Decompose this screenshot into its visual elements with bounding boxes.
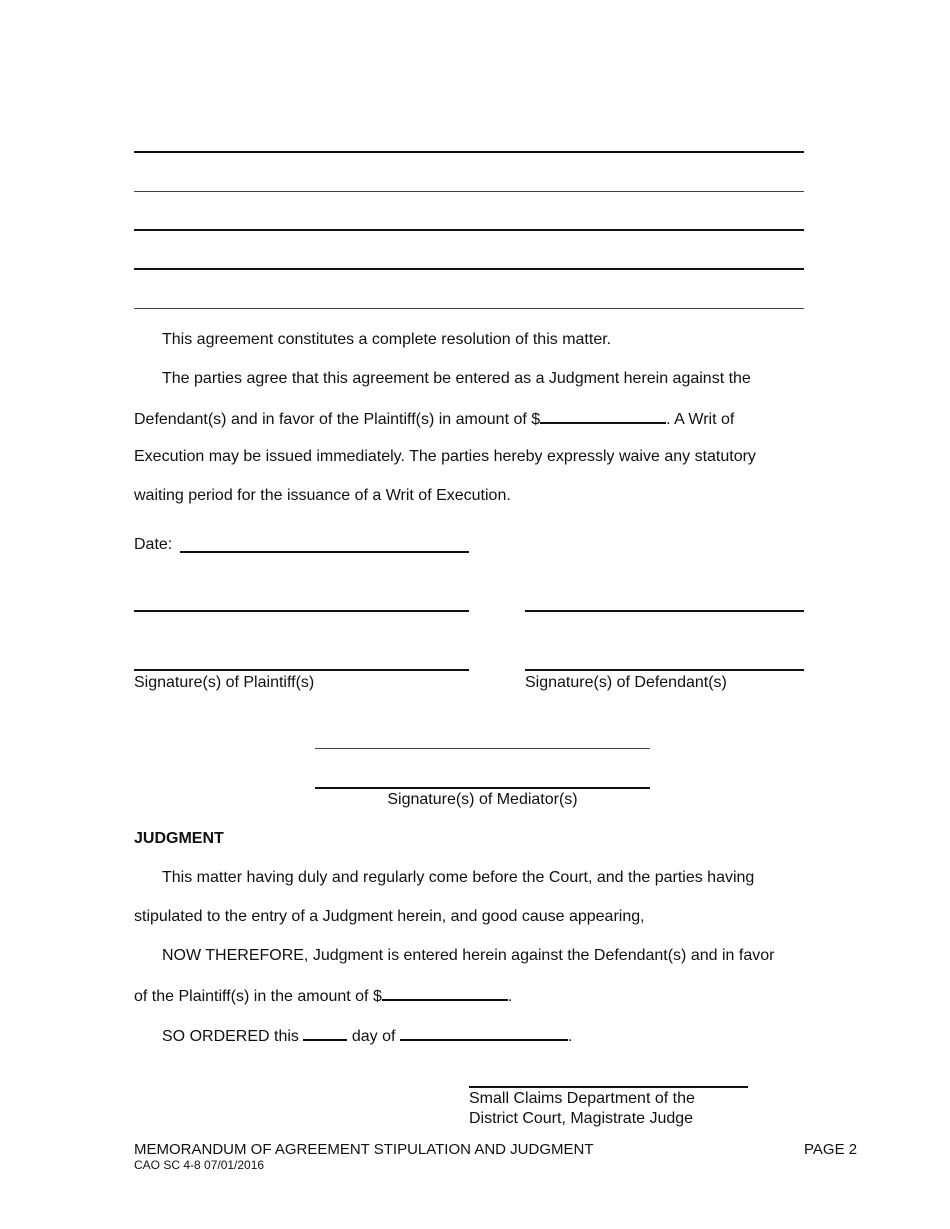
ordered-month-field[interactable]: [400, 1025, 568, 1041]
judge-signature-line[interactable]: [469, 1086, 748, 1088]
judgment-para2-line2: [134, 985, 512, 1007]
judge-title-line-2: District Court, Magistrate Judge: [469, 1110, 694, 1127]
date-field[interactable]: [180, 551, 469, 553]
agreement-line-1: The parties agree that this agreement be entered as a Judgment herein against the: [162, 370, 751, 387]
agreement-amount-field[interactable]: [540, 408, 666, 424]
ordered-period: .: [567, 1028, 573, 1045]
judgment-amount-period: .: [507, 988, 513, 1005]
agreement-line-2-text: Defendant(s) and in favor of the Plaintiff(s) in amount of $: [134, 411, 541, 428]
agreement-line-3: Execution may be issued immediately. The parties hereby expressly waive any statutory: [134, 448, 756, 465]
writing-line-5[interactable]: [134, 308, 804, 309]
defendant-signature-line-2[interactable]: [525, 669, 804, 671]
agreement-line-2: [134, 408, 734, 430]
plaintiff-signature-label: Signature(s) of Plaintiff(s): [134, 674, 315, 691]
writing-line-1[interactable]: [134, 151, 804, 153]
judgment-para2-line1: NOW THEREFORE, Judgment is entered herein against the Defendant(s) and in favor: [162, 947, 775, 964]
agreement-line-2-tail: . A Writ of: [666, 411, 735, 428]
writing-line-4[interactable]: [134, 268, 804, 270]
plaintiff-signature-line-2[interactable]: [134, 669, 469, 671]
footer-form-id: CAO SC 4-8 07/01/2016: [134, 1158, 265, 1172]
ordered-day-field[interactable]: [303, 1025, 347, 1041]
defendant-signature-line-1[interactable]: [525, 610, 804, 612]
mediator-signature-line-2[interactable]: [315, 787, 650, 789]
day-of-text: day of: [351, 1028, 396, 1045]
judgment-para1-line1: This matter having duly and regularly come before the Court, and the parties having: [162, 869, 755, 886]
agreement-line-4: waiting period for the issuance of a Writ of Execution.: [134, 487, 511, 504]
footer-title: MEMORANDUM OF AGREEMENT STIPULATION AND JUDGMENT: [134, 1141, 594, 1158]
judgment-amount-text: of the Plaintiff(s) in the amount of $: [134, 988, 382, 1005]
mediator-signature-label: Signature(s) of Mediator(s): [387, 791, 578, 808]
writing-line-2[interactable]: [134, 191, 804, 192]
writing-line-3[interactable]: [134, 229, 804, 231]
mediator-signature-line-1[interactable]: [315, 748, 650, 749]
plaintiff-signature-line-1[interactable]: [134, 610, 469, 612]
so-ordered-text: SO ORDERED this: [162, 1028, 299, 1045]
defendant-signature-label: Signature(s) of Defendant(s): [525, 674, 727, 691]
date-label: Date:: [134, 536, 173, 553]
judgment-amount-field[interactable]: [382, 985, 508, 1001]
so-ordered-line: [162, 1025, 572, 1047]
judgment-para1-line2: stipulated to the entry of a Judgment herein, and good cause appearing,: [134, 908, 645, 925]
resolution-statement: This agreement constitutes a complete resolution of this matter.: [162, 331, 612, 348]
judge-title-line-1: Small Claims Department of the: [469, 1090, 695, 1107]
footer-page-number: PAGE 2: [804, 1141, 858, 1158]
judgment-heading: JUDGMENT: [134, 830, 224, 847]
